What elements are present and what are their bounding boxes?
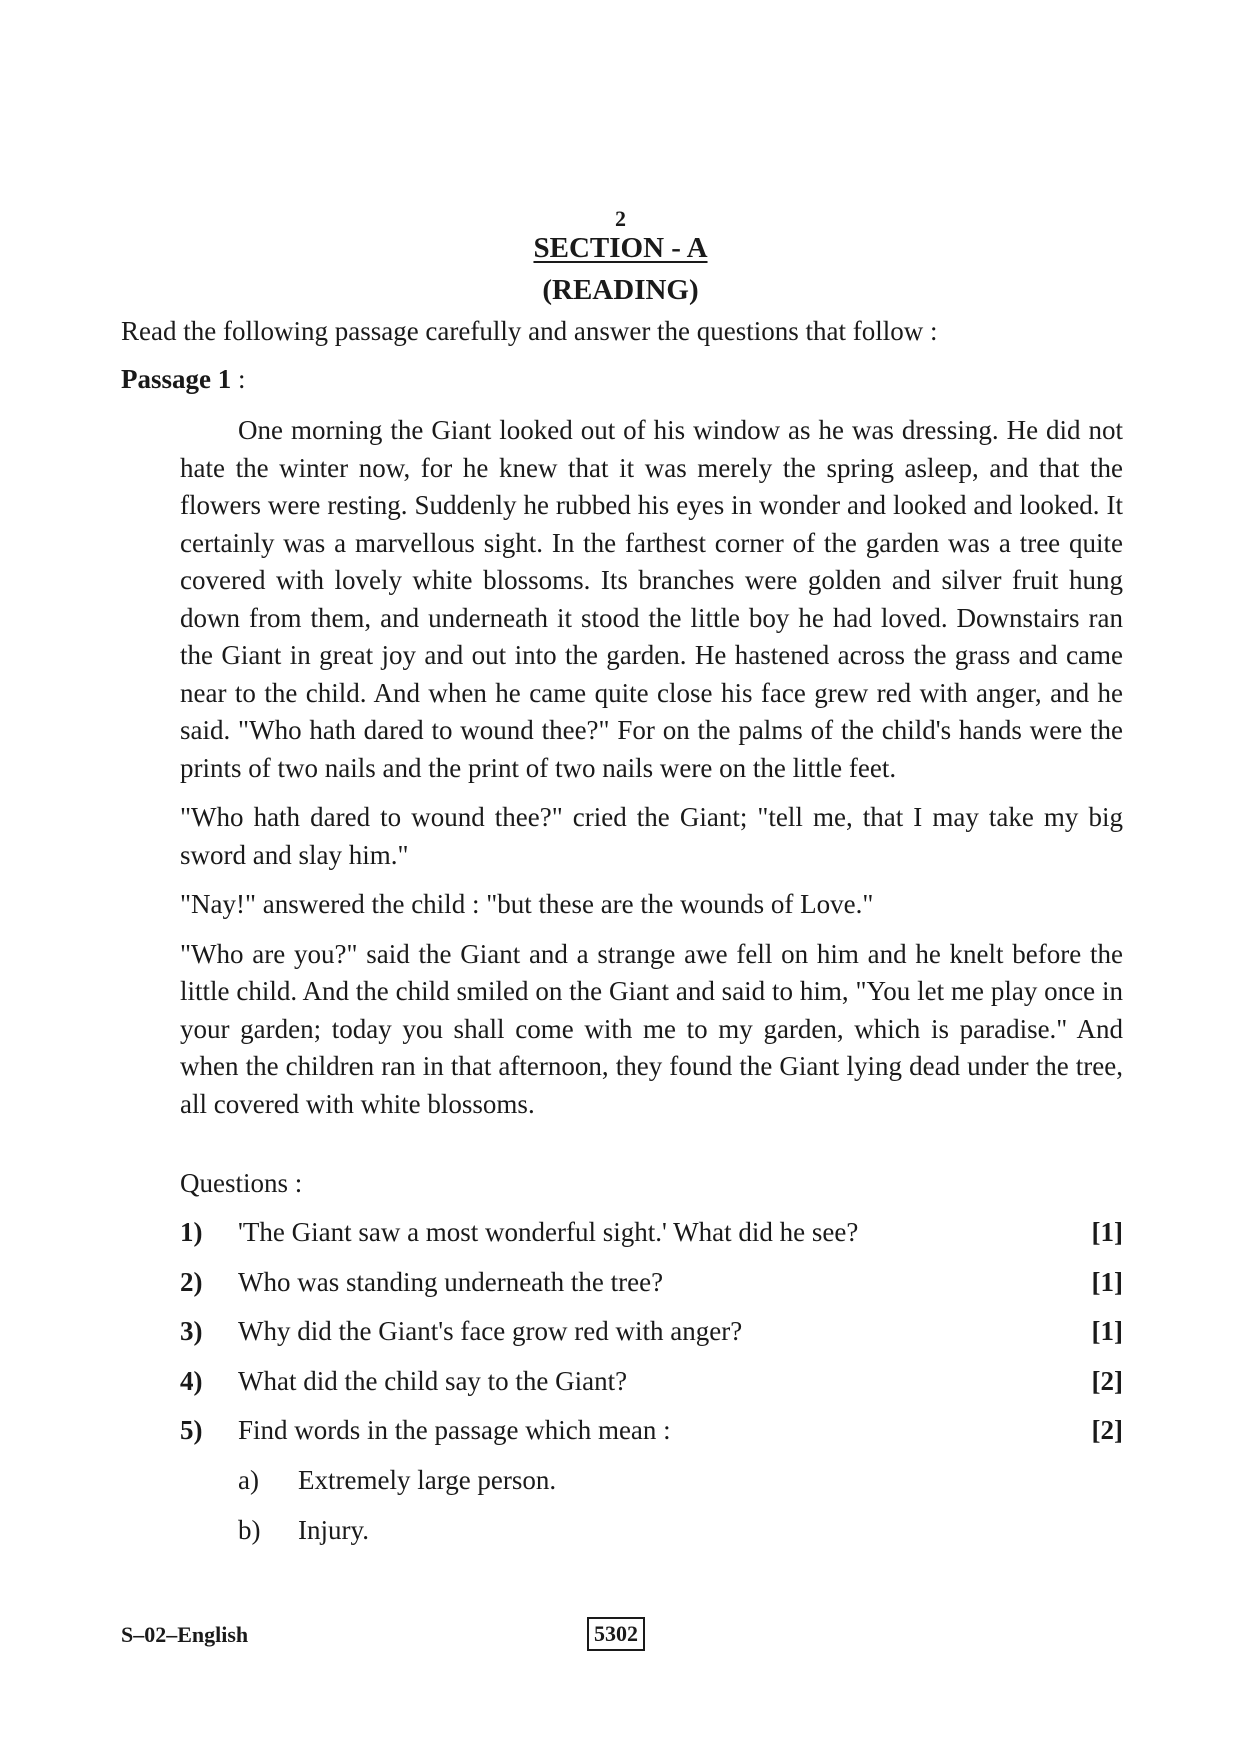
question-text: Find words in the passage which mean : (238, 1415, 671, 1445)
question-number: 3) (180, 1316, 203, 1346)
question-marks: [2] (1091, 1365, 1123, 1396)
question-marks: [1] (1091, 1266, 1123, 1297)
question-marks: [1] (1091, 1217, 1123, 1247)
question-item-5 (180, 1412, 1123, 1462)
question-number: 1) (180, 1217, 203, 1247)
section-subtitle: (READING) (542, 274, 699, 306)
question-text: What did the child say to the Giant? (238, 1365, 628, 1396)
question-list (180, 1214, 1123, 1462)
passage-body (180, 412, 1123, 1135)
question-marks: [2] (1091, 1415, 1123, 1445)
sub-question-letter: a) (238, 1465, 259, 1495)
passage-paragraph-1: One morning the Giant looked out of his window as he was dressing. He did not hate the winter now, for he knew that it was merely the spring asleep, and that the flowers were resting. Suddenly he rubbed his eyes in wonder and looked and looked. It certainly was a marvellous sight. In the farthest corner of the garden was a tree quite covered with lovely white blossoms. Its branches were golden and silver fruit hung down from them, and underneath it stood the little boy he had loved. Downstairs ran the Giant in great joy and out into the garden. He hastened across the grass and came near to the child. And when he came quite close his face grew red with anger, and he said. "Who hath dared to wound thee?" For on the palms of the child's hands were the prints of two nails and the print of two nails were on the little feet. (180, 415, 1123, 783)
page-number: 2 (615, 206, 626, 231)
questions-heading: Questions : (180, 1168, 303, 1198)
passage-label-bold: Passage 1 (121, 364, 232, 394)
question-item-4 (180, 1363, 1123, 1413)
question-number: 4) (180, 1365, 203, 1396)
sub-question-text: Extremely large person. (298, 1465, 557, 1495)
question-marks: [1] (1091, 1316, 1123, 1346)
passage-paragraph-3: "Nay!" answered the child : "but these are the wounds of Love." (180, 889, 874, 919)
question-text: 'The Giant saw a most wonderful sight.' What did he see? (238, 1217, 859, 1247)
section-title: SECTION - A (533, 232, 708, 264)
passage-paragraph-4: "Who are you?" said the Giant and a strange awe fell on him and he knelt before the little child. And the child smiled on the Giant and said to him, "You let me play once in your garden; today you shall come with me to my garden, which is paradise." And when the children ran in that afternoon, they found the Giant lying dead under the tree, all covered with white blossoms. (180, 938, 1123, 1119)
question-item-2 (180, 1264, 1123, 1314)
question-text: Why did the Giant's face grow red with anger? (238, 1316, 743, 1346)
sub-question-letter: b) (238, 1514, 261, 1545)
question-item-3 (180, 1313, 1123, 1363)
question-number: 2) (180, 1266, 203, 1297)
footer-paper-code: 5302 (587, 1617, 645, 1651)
question-number: 5) (180, 1415, 203, 1445)
instruction-text: Read the following passage carefully and answer the questions that follow : (121, 316, 938, 346)
question-item-1 (180, 1214, 1123, 1264)
passage-paragraph-2: "Who hath dared to wound thee?" cried the Giant; "tell me, that I may take my big sword and slay him." (180, 802, 1123, 870)
footer-subject: S–02–English (121, 1622, 249, 1647)
sub-question-text: Injury. (298, 1514, 369, 1545)
question-text: Who was standing underneath the tree? (238, 1266, 664, 1297)
passage-label (121, 364, 246, 395)
passage-label-suffix: : (231, 364, 246, 394)
